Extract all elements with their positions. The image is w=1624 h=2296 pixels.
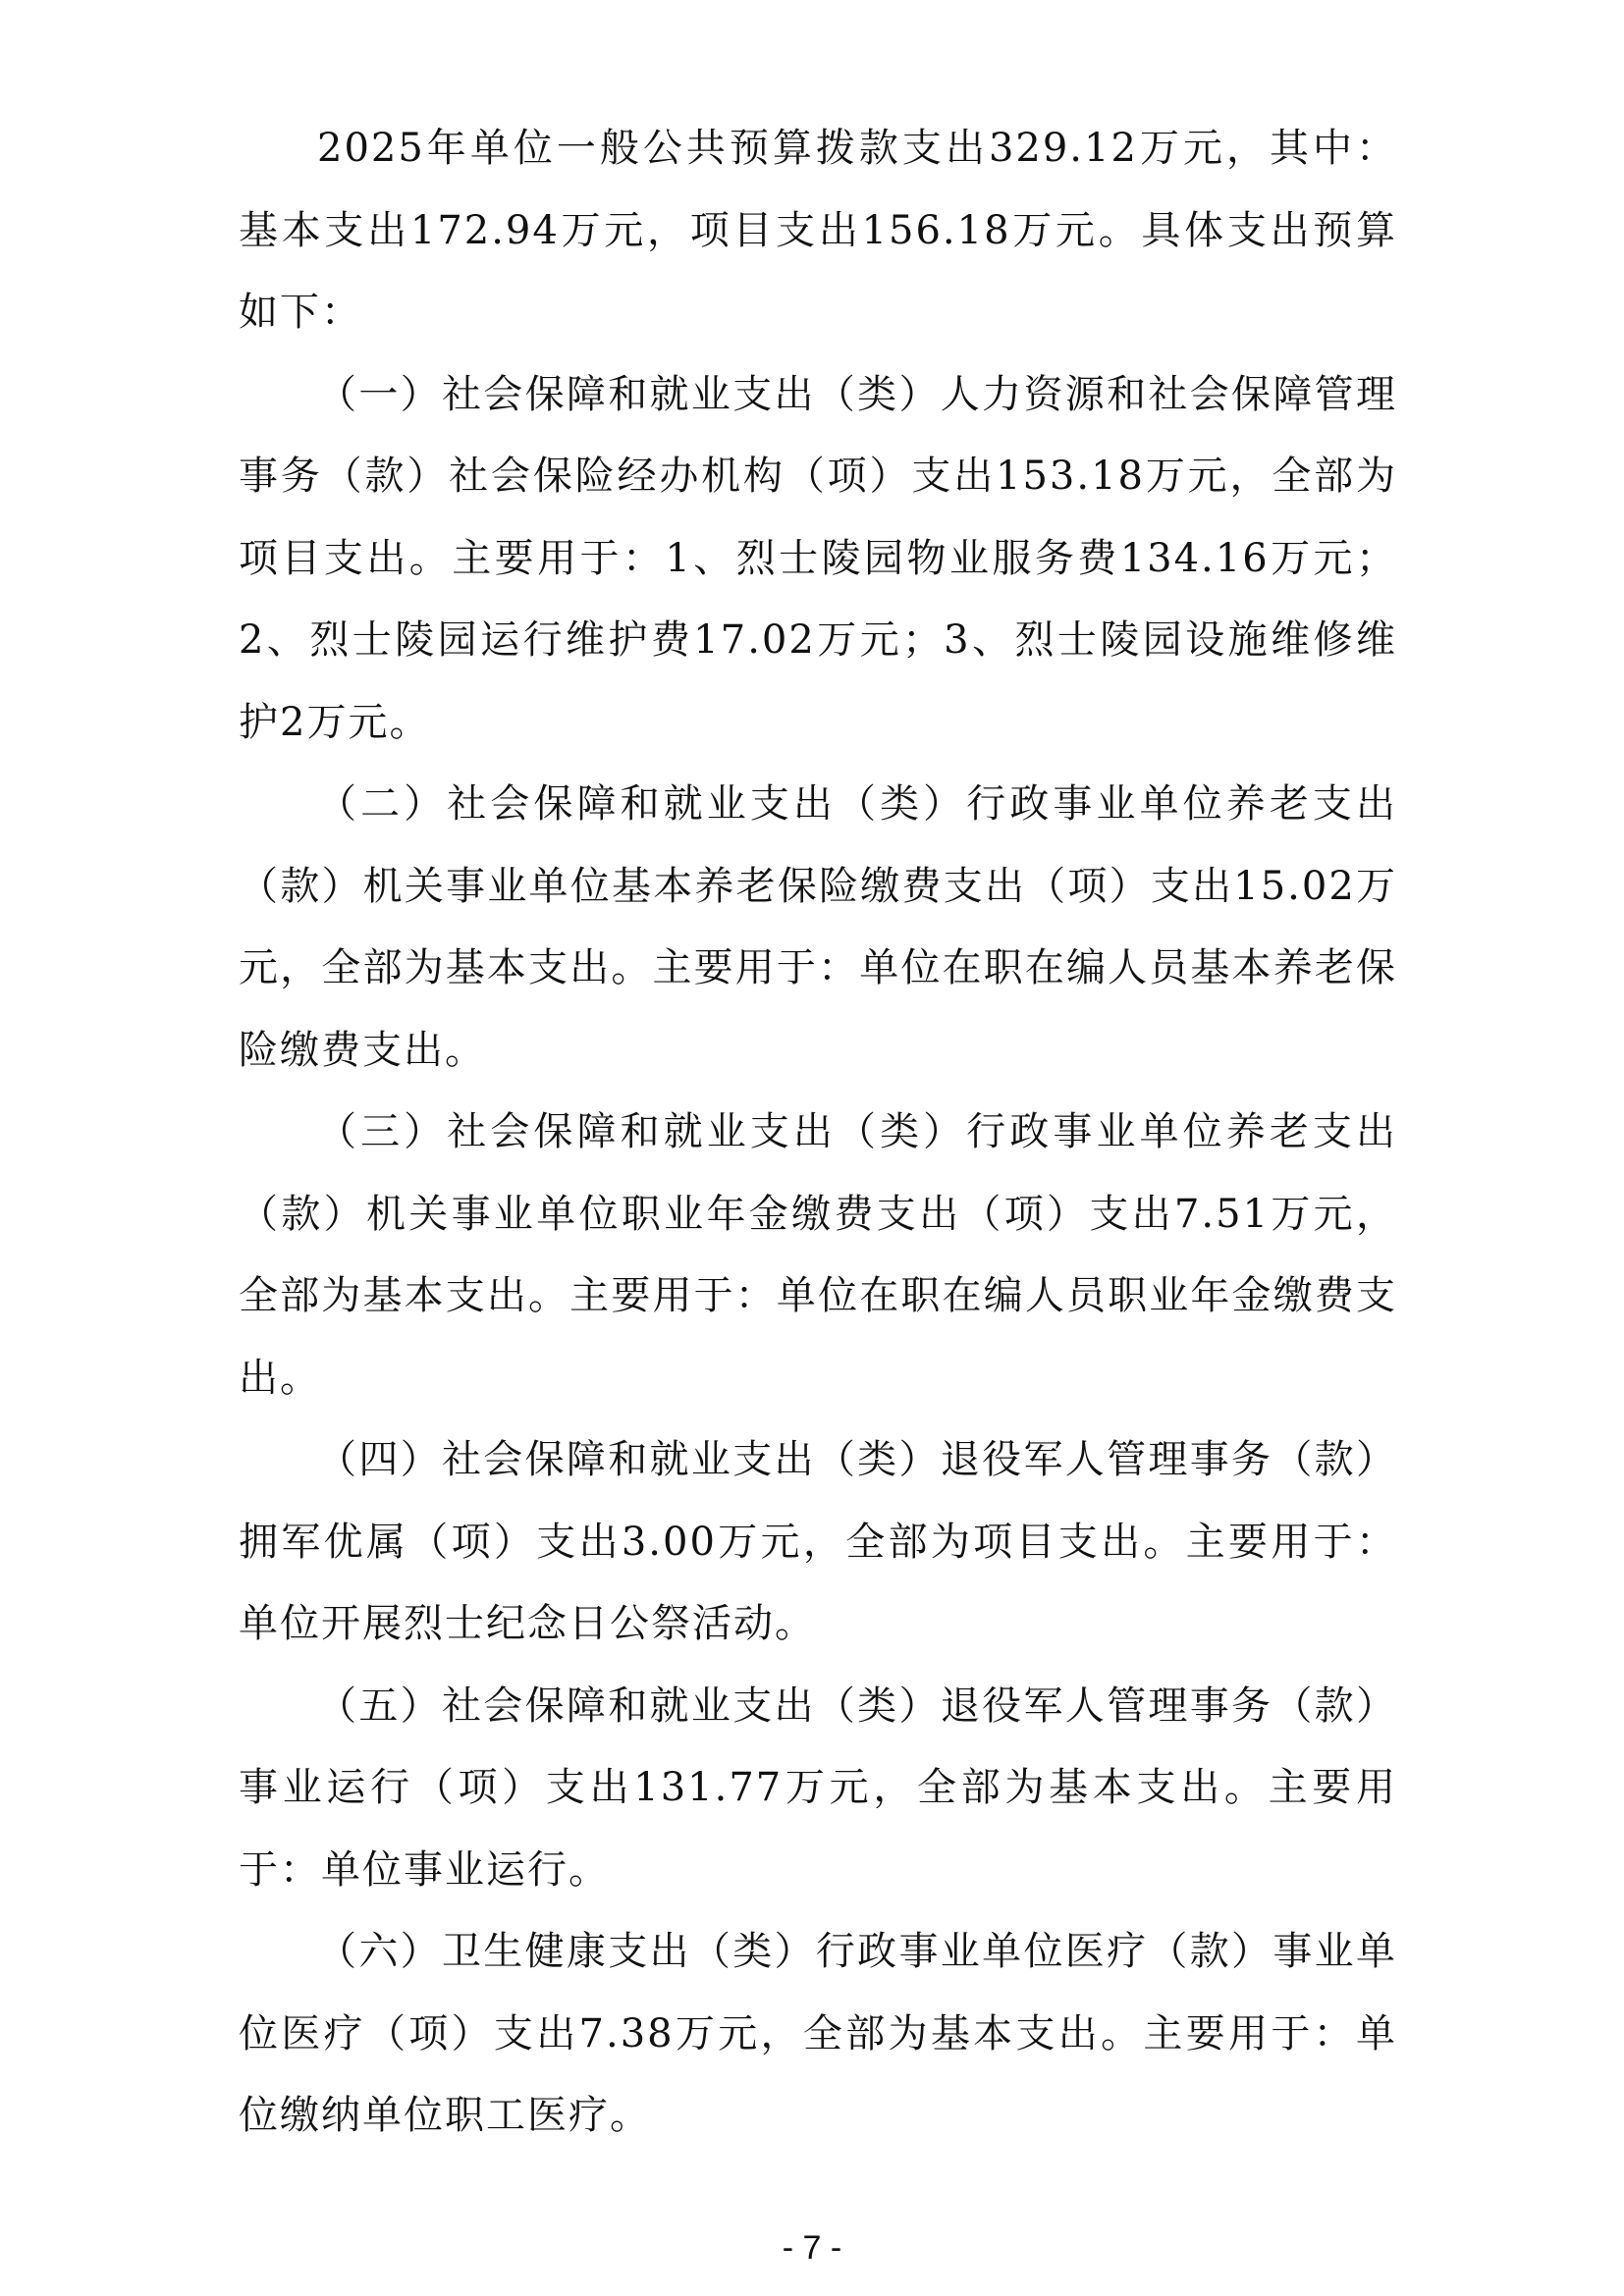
paragraph-budget-summary: 2025年单位一般公共预算拨款支出329.12万元，其中：基本支出172.94万元，项目支出156.18万元。具体支出预算如下： xyxy=(239,126,1397,335)
document-body xyxy=(239,108,1397,2158)
paragraph-item-4-military-support: （四）社会保障和就业支出（类）退役军人管理事务（款）拥军优属（项）支出3.00万元，全部为项目支出。主要用于：单位开展烈士纪念日公祭活动。 xyxy=(239,1437,1397,1646)
paragraph-item-3-occupational-annuity: （三）社会保障和就业支出（类）行政事业单位养老支出（款）机关事业单位职业年金缴费支出（项）支出7.51万元，全部为基本支出。主要用于：单位在职在编人员职业年金缴费支出。 xyxy=(239,1109,1397,1401)
paragraph-item-2-basic-pension: （二）社会保障和就业支出（类）行政事业单位养老支出（款）机关事业单位基本养老保险缴费支出（项）支出15.02万元，全部为基本支出。主要用于：单位在职在编人员基本养老保险缴费支出。 xyxy=(239,781,1397,1073)
paragraph-item-6-medical: （六）卫生健康支出（类）行政事业单位医疗（款）事业单位医疗（项）支出7.38万元，全部为基本支出。主要用于：单位缴纳单位职工医疗。 xyxy=(239,1929,1397,2138)
paragraph-item-5-operations: （五）社会保障和就业支出（类）退役军人管理事务（款）事业运行（项）支出131.77万元，全部为基本支出。主要用于：单位事业运行。 xyxy=(239,1682,1397,1893)
paragraph-item-1-social-insurance-agency: （一）社会保障和就业支出（类）人力资源和社会保障管理事务（款）社会保险经办机构（项）支出153.18万元，全部为项目支出。主要用于：1、烈士陵园物业服务费134.16万元；2、烈士陵园运行维护费17.02万元；3、烈士陵园设施维修维护2万元。 xyxy=(239,371,1397,745)
page-number: - 7 - xyxy=(782,2229,842,2267)
